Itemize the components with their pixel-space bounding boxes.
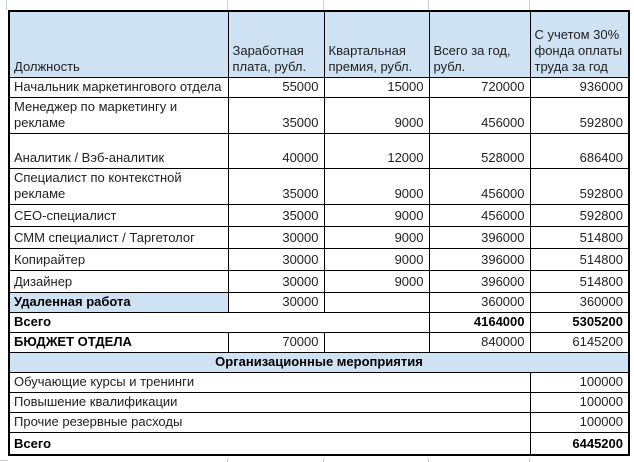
bonus-cell[interactable]: 9000 xyxy=(324,226,429,248)
position-cell[interactable]: Менеджер по маркетингу и рекламе xyxy=(9,97,228,133)
fund-total-cell[interactable]: 592800 xyxy=(530,204,629,226)
totals-label-cell[interactable]: Всего xyxy=(9,312,429,332)
grand-total-label-cell[interactable]: Всего xyxy=(9,432,530,455)
org-value-cell[interactable]: 100000 xyxy=(530,372,629,392)
salary-cell[interactable]: 55000 xyxy=(228,77,324,97)
position-cell[interactable]: Начальник маркетингового отдела xyxy=(9,77,228,97)
totals-row xyxy=(9,312,629,332)
org-row xyxy=(9,372,629,392)
year-total-cell[interactable]: 456000 xyxy=(429,168,530,204)
grand-total-row xyxy=(9,432,629,455)
salary-cell[interactable]: 35000 xyxy=(228,204,324,226)
budget-fund-cell[interactable]: 6145200 xyxy=(530,332,629,352)
totals-fund-cell[interactable]: 5305200 xyxy=(530,312,629,332)
section-header-cell[interactable]: Организационные мероприятия xyxy=(9,352,629,372)
sheet-gridline xyxy=(529,458,530,462)
header-cell-year-total[interactable]: Всего за год, рубл. xyxy=(429,11,530,77)
table-row xyxy=(9,204,629,226)
header-cell-fund-total[interactable]: С учетом 30% фонда оплаты труда за год xyxy=(530,11,629,77)
bonus-cell[interactable]: 15000 xyxy=(324,77,429,97)
salary-cell[interactable]: 35000 xyxy=(228,97,324,133)
year-total-cell[interactable]: 396000 xyxy=(429,226,530,248)
table-row xyxy=(9,168,629,204)
sheet-gridline xyxy=(323,0,324,10)
budget-year-cell[interactable]: 840000 xyxy=(429,332,530,352)
position-cell[interactable]: СММ специалист / Таргетолог xyxy=(9,226,228,248)
year-total-cell[interactable]: 456000 xyxy=(429,97,530,133)
bonus-cell[interactable]: 9000 xyxy=(324,248,429,270)
sheet-gridline xyxy=(529,0,530,10)
position-cell[interactable]: Дизайнер xyxy=(9,270,228,292)
year-total-cell[interactable]: 456000 xyxy=(429,204,530,226)
header-cell-salary[interactable]: Заработная плата, рубл. xyxy=(228,11,324,77)
fund-total-cell[interactable]: 360000 xyxy=(530,292,629,312)
fund-total-cell[interactable]: 936000 xyxy=(530,77,629,97)
salary-cell[interactable]: 30000 xyxy=(228,226,324,248)
year-total-cell[interactable]: 396000 xyxy=(429,248,530,270)
budget-label-cell[interactable]: БЮДЖЕТ ОТДЕЛА xyxy=(9,332,228,352)
table-row xyxy=(9,226,629,248)
org-label-cell[interactable]: Прочие резервные расходы xyxy=(9,412,530,432)
header-cell-position[interactable]: Должность xyxy=(9,11,228,77)
year-total-cell[interactable]: 528000 xyxy=(429,133,530,168)
sheet-gridline xyxy=(428,458,429,462)
totals-year-cell[interactable]: 4164000 xyxy=(429,312,530,332)
year-total-cell[interactable]: 720000 xyxy=(429,77,530,97)
table-row xyxy=(9,133,629,168)
position-cell[interactable]: Копирайтер xyxy=(9,248,228,270)
sheet-gridline xyxy=(6,0,7,10)
table-row-remote-work xyxy=(9,292,629,312)
budget-row xyxy=(9,332,629,352)
fund-total-cell[interactable]: 514800 xyxy=(530,248,629,270)
org-row xyxy=(9,412,629,432)
bonus-cell[interactable]: 9000 xyxy=(324,168,429,204)
fund-total-cell[interactable]: 514800 xyxy=(530,270,629,292)
salary-cell[interactable]: 30000 xyxy=(228,270,324,292)
org-value-cell[interactable]: 100000 xyxy=(530,412,629,432)
table-header-row xyxy=(9,11,629,77)
bonus-cell[interactable] xyxy=(324,292,429,312)
fund-total-cell[interactable]: 514800 xyxy=(530,226,629,248)
salary-cell[interactable]: 30000 xyxy=(228,292,324,312)
table-row xyxy=(9,270,629,292)
salary-cell[interactable]: 30000 xyxy=(228,248,324,270)
bonus-cell[interactable]: 9000 xyxy=(324,97,429,133)
budget-empty-cell[interactable] xyxy=(324,332,429,352)
fund-total-cell[interactable]: 592800 xyxy=(530,97,629,133)
fund-total-cell[interactable]: 592800 xyxy=(530,168,629,204)
grand-total-value-cell[interactable]: 6445200 xyxy=(530,432,629,455)
position-cell[interactable]: СЕО-специалист xyxy=(9,204,228,226)
position-cell[interactable]: Удаленная работа xyxy=(9,292,228,312)
bonus-cell[interactable]: 9000 xyxy=(324,270,429,292)
org-row xyxy=(9,392,629,412)
table-row xyxy=(9,77,629,97)
sheet-gridline xyxy=(323,458,324,462)
budget-salary-cell[interactable]: 70000 xyxy=(228,332,324,352)
org-value-cell[interactable]: 100000 xyxy=(530,392,629,412)
sheet-gridline xyxy=(0,460,8,461)
bonus-cell[interactable]: 12000 xyxy=(324,133,429,168)
year-total-cell[interactable]: 396000 xyxy=(429,270,530,292)
salary-cell[interactable]: 35000 xyxy=(228,168,324,204)
bonus-cell[interactable]: 9000 xyxy=(324,204,429,226)
salary-cell[interactable]: 40000 xyxy=(228,133,324,168)
budget-table xyxy=(8,10,630,456)
org-label-cell[interactable]: Обучающие курсы и тренинги xyxy=(9,372,530,392)
sheet-gridline xyxy=(227,458,228,462)
section-header-row xyxy=(9,352,629,372)
sheet-gridline xyxy=(227,0,228,10)
sheet-gridline xyxy=(428,0,429,10)
fund-total-cell[interactable]: 686400 xyxy=(530,133,629,168)
year-total-cell[interactable]: 360000 xyxy=(429,292,530,312)
header-cell-bonus[interactable]: Квартальная премия, рубл. xyxy=(324,11,429,77)
position-cell[interactable]: Аналитик / Вэб-аналитик xyxy=(9,133,228,168)
table-row xyxy=(9,248,629,270)
position-cell[interactable]: Специалист по контекстной рекламе xyxy=(9,168,228,204)
org-label-cell[interactable]: Повышение квалификации xyxy=(9,392,530,412)
table-row xyxy=(9,97,629,133)
